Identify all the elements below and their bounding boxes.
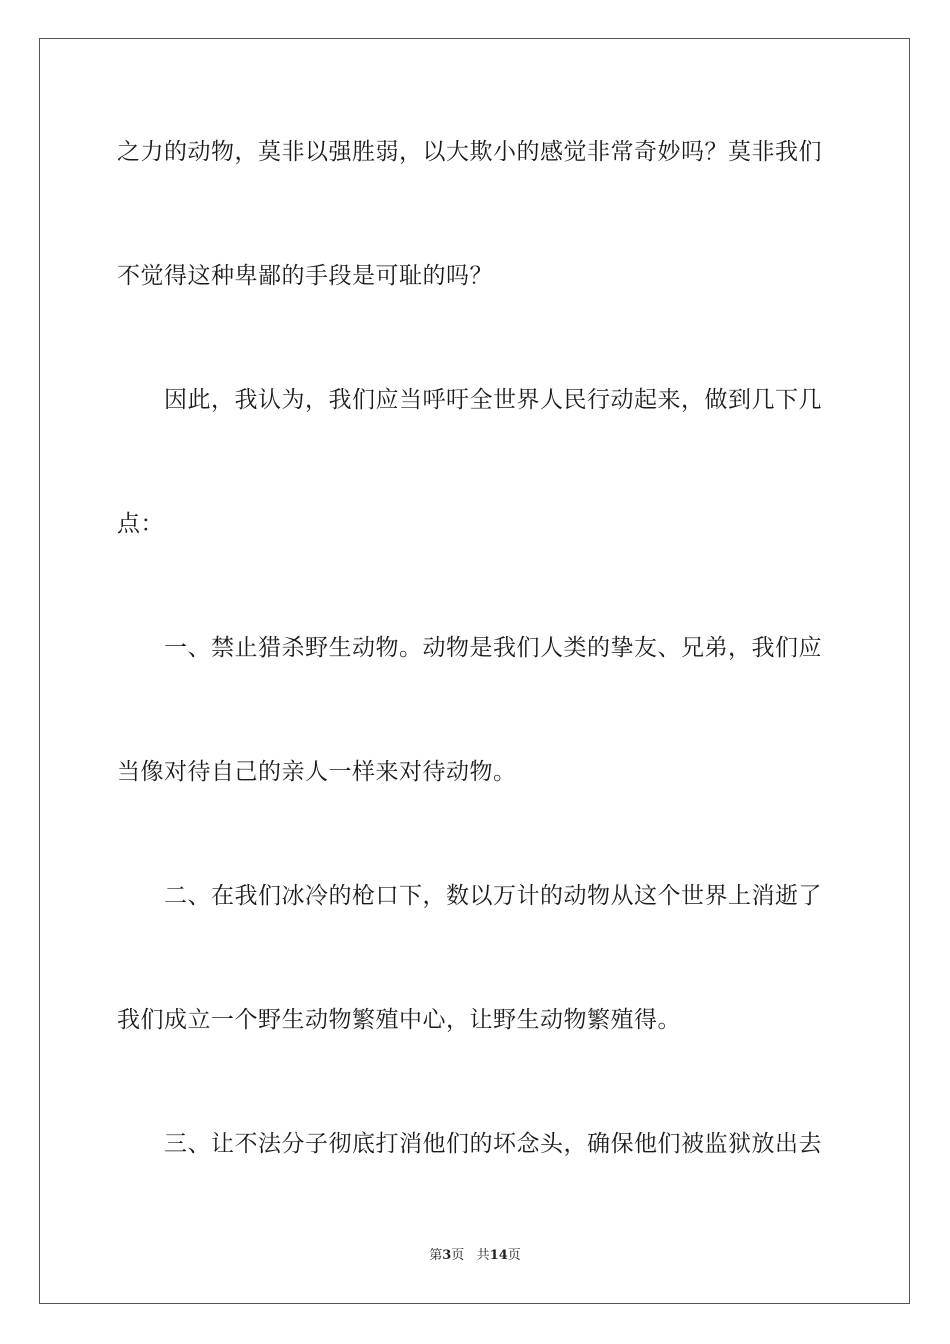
text-line: 之力的动物，莫非以强胜弱，以大欺小的感觉非常奇妙吗？莫非我们 <box>117 139 822 165</box>
paragraph-start-line: 因此，我认为，我们应当呼吁全世界人民行动起来，做到几下几 <box>164 387 822 413</box>
text-line: 点： <box>117 511 164 537</box>
text-line: 我们成立一个野生动物繁殖中心，让野生动物繁殖得。 <box>117 1007 681 1033</box>
paragraph-start-line: 三、让不法分子彻底打消他们的坏念头，确保他们被监狱放出去 <box>164 1131 822 1157</box>
page-prefix: 第 <box>429 1248 443 1263</box>
paragraph-start-line: 一、禁止猎杀野生动物。动物是我们人类的挚友、兄弟，我们应 <box>164 635 822 661</box>
page-footer <box>0 1247 950 1265</box>
page-border <box>39 38 910 1304</box>
total-prefix: 共 <box>476 1248 490 1263</box>
total-pages: 14 <box>489 1248 508 1263</box>
page-suffix: 页 <box>451 1248 465 1263</box>
text-line: 不觉得这种卑鄙的手段是可耻的吗？ <box>117 263 493 289</box>
total-suffix: 页 <box>507 1248 521 1263</box>
text-line: 当像对待自己的亲人一样来对待动物。 <box>117 759 517 785</box>
page-number: 3 <box>442 1248 452 1263</box>
paragraph-start-line: 二、在我们冰冷的枪口下，数以万计的动物从这个世界上消逝了 <box>164 883 822 909</box>
